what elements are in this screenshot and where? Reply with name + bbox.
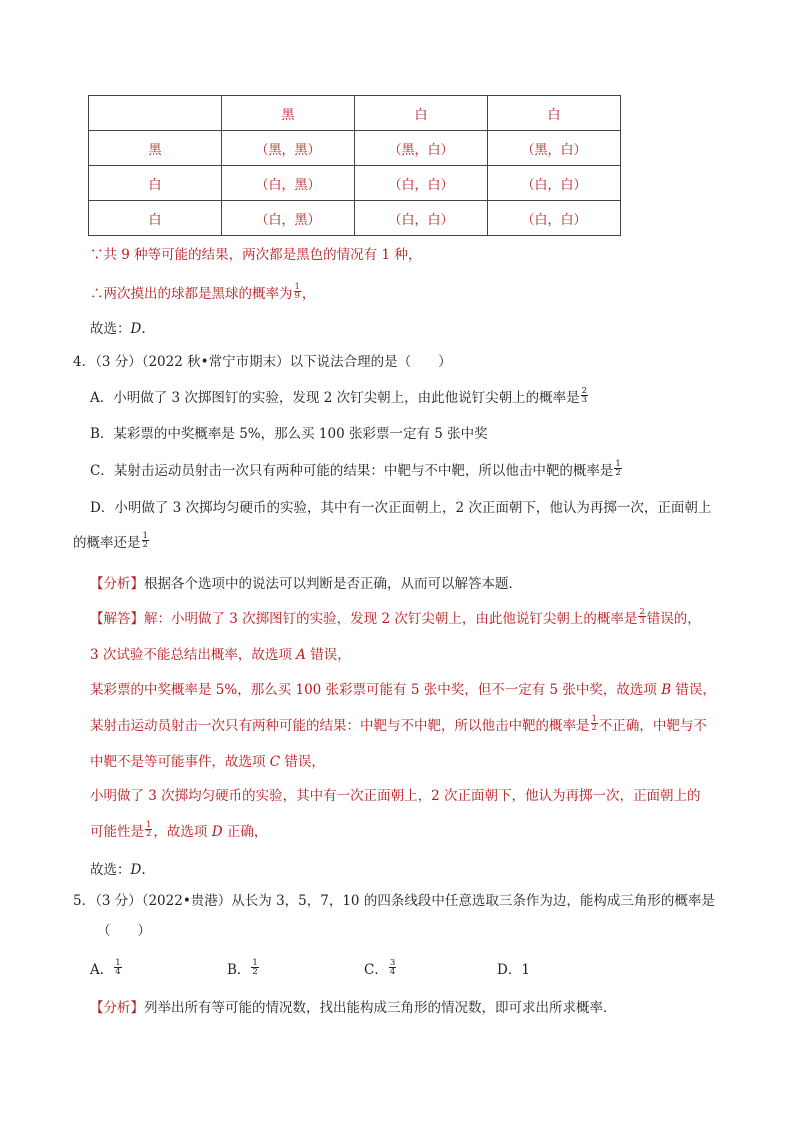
q4-option-c: C．某射击运动员射击一次只有两种可能的结果：中靶与不中靶，所以他击中靶的概率是 $\frac{1}{2}$ xyxy=(90,459,621,479)
table-cell: （白，白） xyxy=(355,166,488,201)
q3-because-line: ∵共 9 种等可能的结果，两次都是黑色的情况有 1 种， xyxy=(90,247,422,263)
q4-solution-line1: 【解答】解：小明做了 3 次掷图钉的实验，发现 2 次钉尖朝上，由此他说钉尖朝上的概率是 $\frac{2}{3}$ 错误的， xyxy=(90,607,701,627)
q4-option-d-line2: 的概率还是 $\frac{1}{2}$ xyxy=(73,531,148,551)
analysis-tag: 【分析】 xyxy=(90,576,144,592)
table-cell: （白，黑） xyxy=(222,201,355,236)
q5-option-c-fraction: $\frac{3}{4}$ xyxy=(389,958,396,977)
q4-solution-line4: 某射击运动员射击一次只有两种可能的结果：中靶与不中靶，所以他击中靶的概率是 $\frac{1}{2}$ 不正确，中靶与不 xyxy=(90,714,707,734)
table-row xyxy=(89,201,621,236)
q5-option-a-fraction: $\frac{1}{4}$ xyxy=(115,958,121,977)
q3-probability-fraction: $\frac{1}{9}$ xyxy=(294,282,300,301)
q3-answer: 故选：D. xyxy=(90,321,146,337)
q4-solution-fraction-c: $\frac{1}{2}$ xyxy=(591,714,597,733)
table-row xyxy=(89,131,621,166)
table-header-cell: 白 xyxy=(488,96,621,131)
table-cell: 白 xyxy=(89,166,222,201)
table-cell: （黑，白） xyxy=(488,131,621,166)
table-cell: 黑 xyxy=(89,131,222,166)
q4-solution-line7: 可能性是 $\frac{1}{2}$ ，故选项 D 正确， xyxy=(90,820,268,840)
q4-stem: 4．（3 分）（2022 秋•常宁市期末）以下说法合理的是（ ） xyxy=(73,354,452,370)
q4-option-a: A．小明做了 3 次掷图钉的实验，发现 2 次钉尖朝上，由此他说钉尖朝上的概率是 $\frac{2}{3}$ xyxy=(90,386,588,406)
outcome-table xyxy=(88,95,621,236)
q4-answer: 故选：D. xyxy=(90,862,146,878)
q4-option-b: B．某彩票的中奖概率是 5%，那么买 100 张彩票一定有 5 张中奖 xyxy=(90,426,488,442)
q4-solution-line5: 中靶不是等可能事件，故选项 C 错误， xyxy=(90,754,325,770)
q5-option-b: B． $\frac{1}{2}$ xyxy=(227,958,258,978)
table-cell: 白 xyxy=(89,201,222,236)
q4-solution-fraction-d: $\frac{1}{2}$ xyxy=(146,820,152,839)
q4-solution-line3: 某彩票的中奖概率是 5%，那么买 100 张彩票可能有 5 张中奖，但不一定有 5 张中奖，故选项 B 错误， xyxy=(90,682,716,698)
q3-therefore-text: ∴两次摸出的球都是黑球的概率为 xyxy=(90,286,293,302)
q5-stem-line2: （ ） xyxy=(97,923,151,939)
table-header-row xyxy=(89,96,621,131)
q5-analysis: 【分析】列举出所有等可能的情况数，找出能构成三角形的情况数，即可求出所求概率． xyxy=(90,1000,617,1016)
table-cell: （白，白） xyxy=(488,166,621,201)
q3-therefore-line: ∴两次摸出的球都是黑球的概率为 $\frac{1}{9}$ ， xyxy=(90,282,316,302)
solution-tag: 【解答】 xyxy=(90,611,144,627)
q5-stem-line1: 5．（3 分）（2022•贵港）从长为 3，5，7，10 的四条线段中任意选取三条作为边，能构成三角形的概率是 xyxy=(73,893,715,909)
table-header-cell: 黑 xyxy=(222,96,355,131)
table-cell: （黑，黑） xyxy=(222,131,355,166)
q4-option-d-line1: D．小明做了 3 次掷均匀硬币的实验，其中有一次正面朝上，2 次正面朝下，他认为再掷一次，正面朝上 xyxy=(90,500,712,516)
table-cell: （白，黑） xyxy=(222,166,355,201)
table-cell: （白，白） xyxy=(355,201,488,236)
q5-option-d: D．1 xyxy=(497,962,530,978)
q4-solution-line6: 小明做了 3 次掷均匀硬币的实验，其中有一次正面朝上，2 次正面朝下，他认为再掷一次，正面朝上的 xyxy=(90,788,701,804)
analysis-tag: 【分析】 xyxy=(90,1000,144,1016)
q4-option-c-fraction: $\frac{1}{2}$ xyxy=(615,459,621,478)
q4-option-a-fraction: $\frac{2}{3}$ xyxy=(581,386,588,405)
table-header-cell: 白 xyxy=(355,96,488,131)
q4-option-d-fraction: $\frac{1}{2}$ xyxy=(142,531,148,550)
q4-analysis: 【分析】根据各个选项中的说法可以判断是否正确，从而可以解答本题． xyxy=(90,576,522,592)
table-cell: （白，白） xyxy=(488,201,621,236)
table-row xyxy=(89,166,621,201)
q4-solution-line2: 3 次试验不能总结出概率，故选项 A 错误， xyxy=(90,647,351,663)
table-cell: （黑，白） xyxy=(355,131,488,166)
table-header-cell xyxy=(89,96,222,131)
q5-option-b-fraction: $\frac{1}{2}$ xyxy=(252,958,258,977)
q5-option-a: A． $\frac{1}{4}$ xyxy=(90,958,121,978)
q5-option-c: C． $\frac{3}{4}$ xyxy=(364,958,396,978)
q4-solution-fraction: $\frac{2}{3}$ xyxy=(639,607,645,626)
